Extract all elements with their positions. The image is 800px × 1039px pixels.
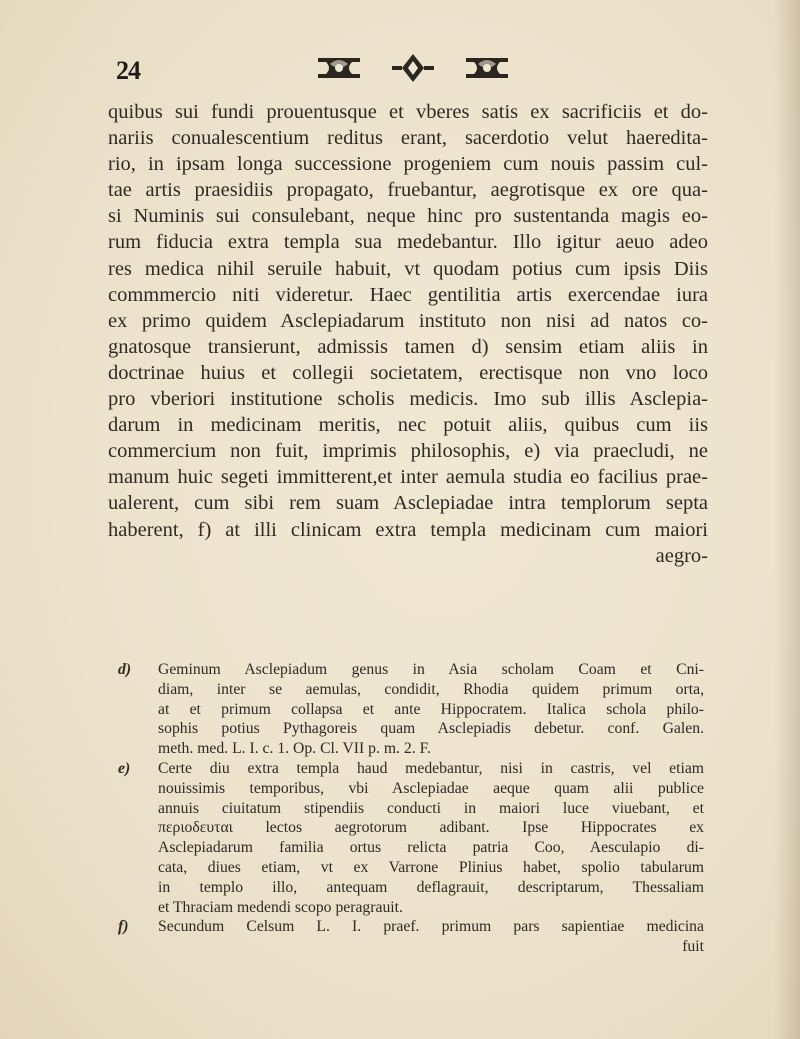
footnote-e-line: περιοδευται lectos aegrotorum adibant. Ipse Hippocrates ex xyxy=(158,819,704,837)
body-line: pro vberiori institutione scholis medicis. Imo sub illis Asclepia- xyxy=(108,388,708,411)
page-shadow-edge xyxy=(774,0,800,1039)
footnote-d-line: d) Geminum Asclepiadum genus in Asia scholam Coam et Cni- xyxy=(118,661,704,678)
footnote-e-line: et Thraciam medendi scopo peragrauit. xyxy=(158,898,403,916)
main-text-block xyxy=(108,99,708,569)
footnote-d-line: at et primum collapsa et ante Hippocratem. Italica schola philo- xyxy=(158,700,704,718)
printer-ornament-icon xyxy=(308,50,518,86)
body-line: gnatosque transierunt, admissis tamen d) sensim etiam aliis in xyxy=(108,335,708,358)
footnote-marker: d) xyxy=(118,661,132,678)
footnote-marker: f) xyxy=(118,918,129,936)
page-header xyxy=(108,50,708,90)
footnote-d-line: meth. med. L. I. c. 1. Op. Cl. VII p. m. 2. F. xyxy=(158,740,431,758)
body-line: manum huic segeti immitterent,et inter aemula studia eo facilius prae- xyxy=(108,466,708,489)
body-line: rio, in ipsam longa successione progeniem cum nouis passim cul- xyxy=(108,153,708,176)
footnote-e-line: annuis ciuitatum stipendiis conducti in maiori luce viuebant, et xyxy=(158,799,704,817)
footnote-e-line: e) Certe diu extra templa haud medebantur, nisi in castris, vel etiam xyxy=(118,759,704,777)
body-line: quibus sui fundi prouentusque et vberes satis ex sacrificiis et do- xyxy=(108,101,708,123)
body-line: darum in medicinam meritis, nec potuit aliis, quibus cum iis xyxy=(108,414,708,437)
body-line: doctrinae huius et collegii societatem, erectisque non vno loco xyxy=(108,361,708,384)
body-line: nariis conualescentium reditus erant, sacerdotio velut haeredita- xyxy=(108,127,708,150)
footnote-e-line: cata, diues etiam, vt ex Varrone Plinius habet, spolio tabularum xyxy=(158,858,704,876)
footnote-d-line: sophis potius Pythagoreis quam Asclepiadis debetur. conf. Galen. xyxy=(158,720,704,738)
footnote-d-line: diam, inter se aemulas, condidit, Rhodia quidem primum orta, xyxy=(158,680,704,698)
footnote-e-line: in templo illo, antequam deflagrauit, descriptarum, Thessaliam xyxy=(158,878,704,896)
footnotes xyxy=(118,660,704,957)
body-line: si Numinis sui consulebant, neque hinc pro sustentanda magis eo- xyxy=(108,205,708,228)
page-number: 24 xyxy=(116,56,140,85)
body-line: commercium non fuit, imprimis philosophis, e) via praecludi, ne xyxy=(108,440,708,463)
footnote-marker: e) xyxy=(118,759,131,777)
body-line: tae artis praesidiis propagato, fruebantur, aegrotisque ex ore qua- xyxy=(108,179,708,202)
body-line: res medica nihil seruile habuit, vt quodam potius cum ipsis Diis xyxy=(108,257,708,280)
body-line: commmercio niti videretur. Haec gentilitia artis exercendae iura xyxy=(108,283,708,306)
body-line: ualerent, cum sibi rem suam Asclepiadae intra templorum septa xyxy=(108,492,708,515)
catchword: aegro- xyxy=(655,544,708,567)
footnote-e-line: Asclepiadarum familia ortus relicta patria Coo, Aesculapio di- xyxy=(158,839,704,857)
body-line: rum fiducia extra templa sua medebantur. Illo igitur aeuo adeo xyxy=(108,231,708,254)
body-line: haberent, f) at illi clinicam extra templa medicinam cum maiori xyxy=(108,518,708,541)
footnote-f-line: f) Secundum Celsum L. I. praef. primum pars sapientiae medicina xyxy=(118,918,704,936)
footnote-e-line: nouissimis temporibus, vbi Asclepiadae aeque quam alii publice xyxy=(158,779,704,797)
body-line: ex primo quidem Asclepiadarum instituto non nisi ad natos co- xyxy=(108,309,708,332)
footnote-catchword: fuit xyxy=(682,938,704,956)
